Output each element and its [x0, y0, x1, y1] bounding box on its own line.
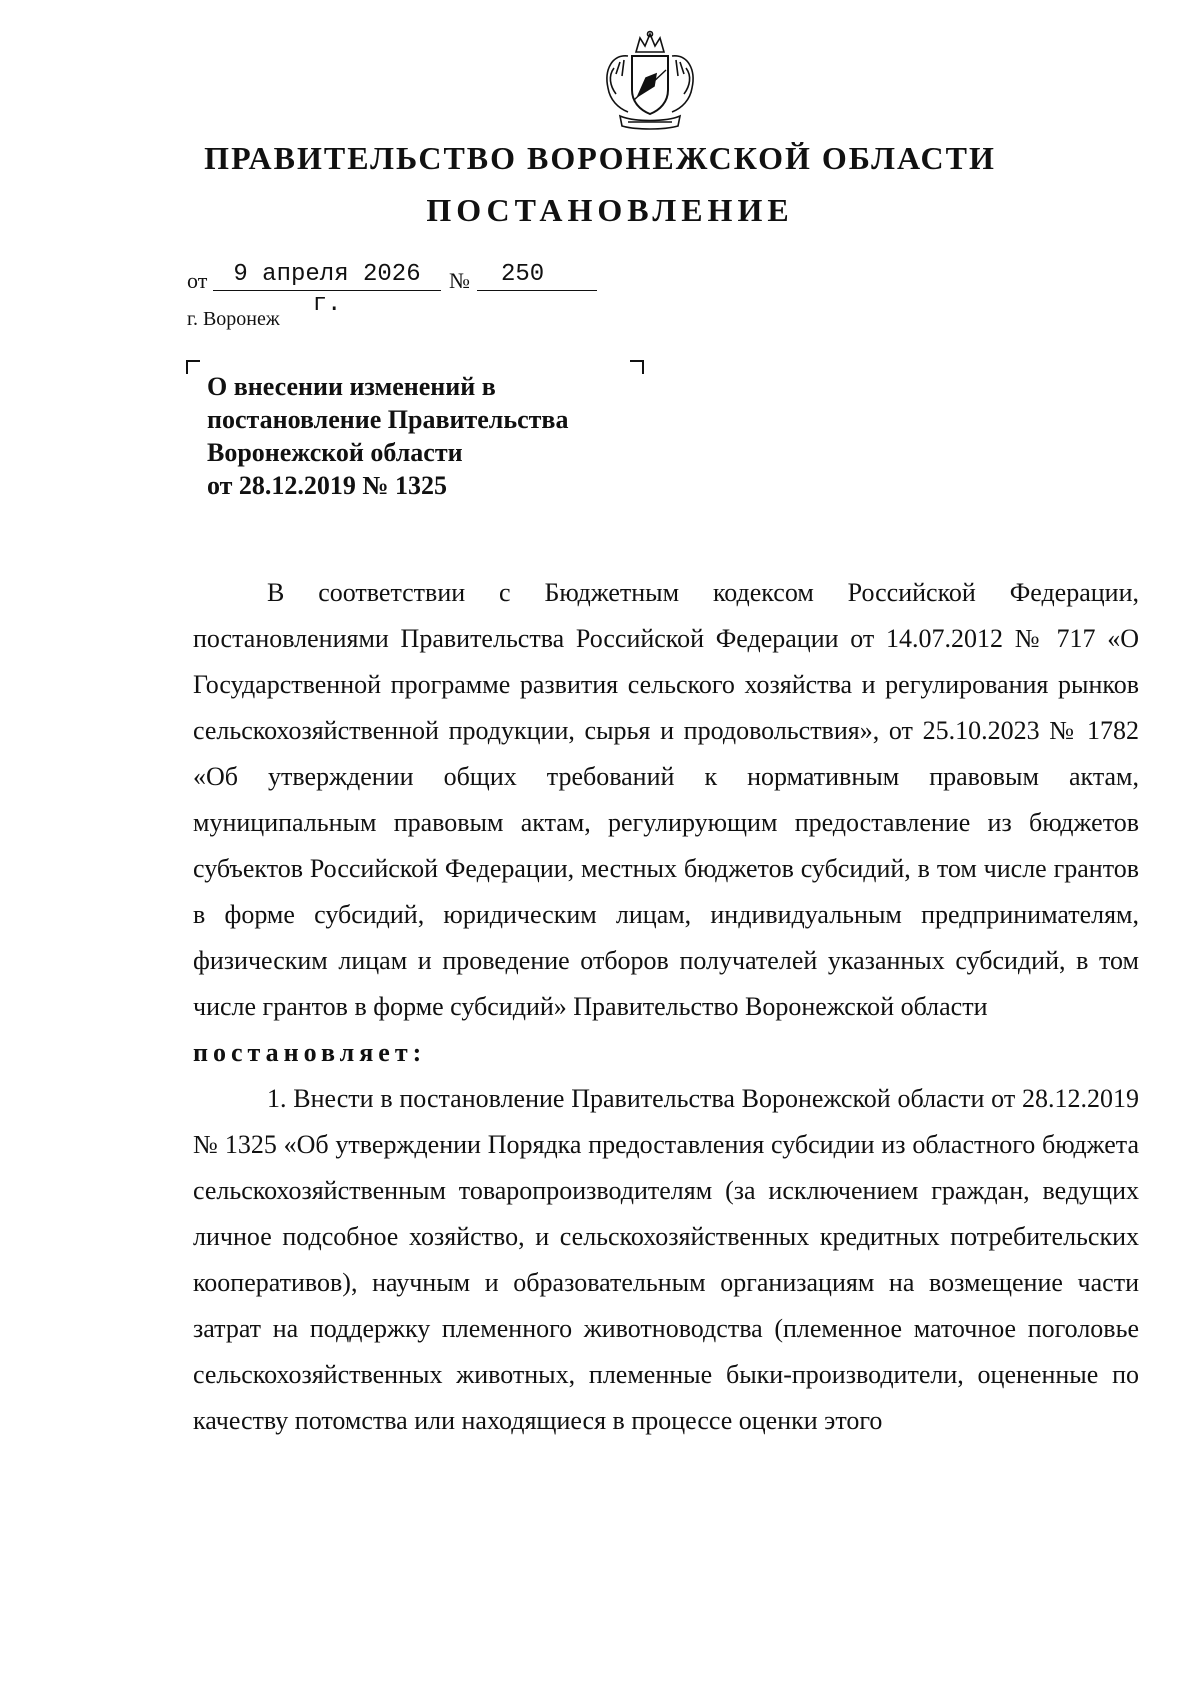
city: г. Воронеж: [187, 308, 280, 330]
subject-bracket-left: [186, 360, 200, 374]
item-1-paragraph: 1. Внести в постановление Правительства Воронежской области от 28.12.2019 № 1325 «Об утверждении Порядка предоставления субсидии из областного бюджета сельскохозяйственным товаропроизводителям (за исключением граждан, ведущих личное подсобное хозяйство, и сельскохозяйственных кредитных потребительских кооперативов), научным и образовательным организациям на возмещение части затрат на поддержку племенного животноводства (племенное маточное поголовье сельскохозяйственных животных, племенные быки-производители, оцененные по качеству потомства или находящиеся в процессе оценки этого: [193, 1084, 1139, 1435]
coat-of-arms-icon: [598, 30, 702, 136]
number-label: №: [449, 268, 470, 293]
resolves-word: постановляет:: [193, 1038, 427, 1067]
subject-line: Воронежской области: [207, 438, 463, 467]
subject-line: от 28.12.2019 № 1325: [207, 471, 448, 500]
from-label: от: [187, 268, 208, 293]
document-body: [193, 570, 1139, 1444]
subject-heading: [207, 370, 568, 502]
subject-bracket-right: [630, 360, 644, 374]
document-number: 250: [477, 260, 597, 291]
preamble-paragraph: В соответствии с Бюджетным кодексом Российской Федерации, постановлениями Правительства Российской Федерации от 14.07.2012 № 717 «О Государственной программе развития сельского хозяйства и регулирования рынков сельскохозяйственной продукции, сырья и продовольствия», от 25.10.2023 № 1782 «Об утверждении общих требований к нормативным правовым актам, муниципальным правовым актам, регулирующим предоставление из бюджетов субъектов Российской Федерации, местных бюджетов субсидий, в том числе грантов в форме субсидий, юридическим лицам, индивидуальным предпринимателям, физическим лицам и проведение отборов получателей указанных субсидий, в том числе грантов в форме субсидий» Правительство Воронежской области: [193, 578, 1139, 1021]
government-title: ПРАВИТЕЛЬСТВО ВОРОНЕЖСКОЙ ОБЛАСТИ: [204, 140, 996, 176]
subject-line: О внесении изменений в: [207, 372, 496, 401]
document-type: ПОСТАНОВЛЕНИЕ: [426, 192, 794, 228]
subject-line: постановление Правительства: [207, 405, 569, 434]
document-date: 9 апреля 2026 г.: [213, 260, 441, 291]
